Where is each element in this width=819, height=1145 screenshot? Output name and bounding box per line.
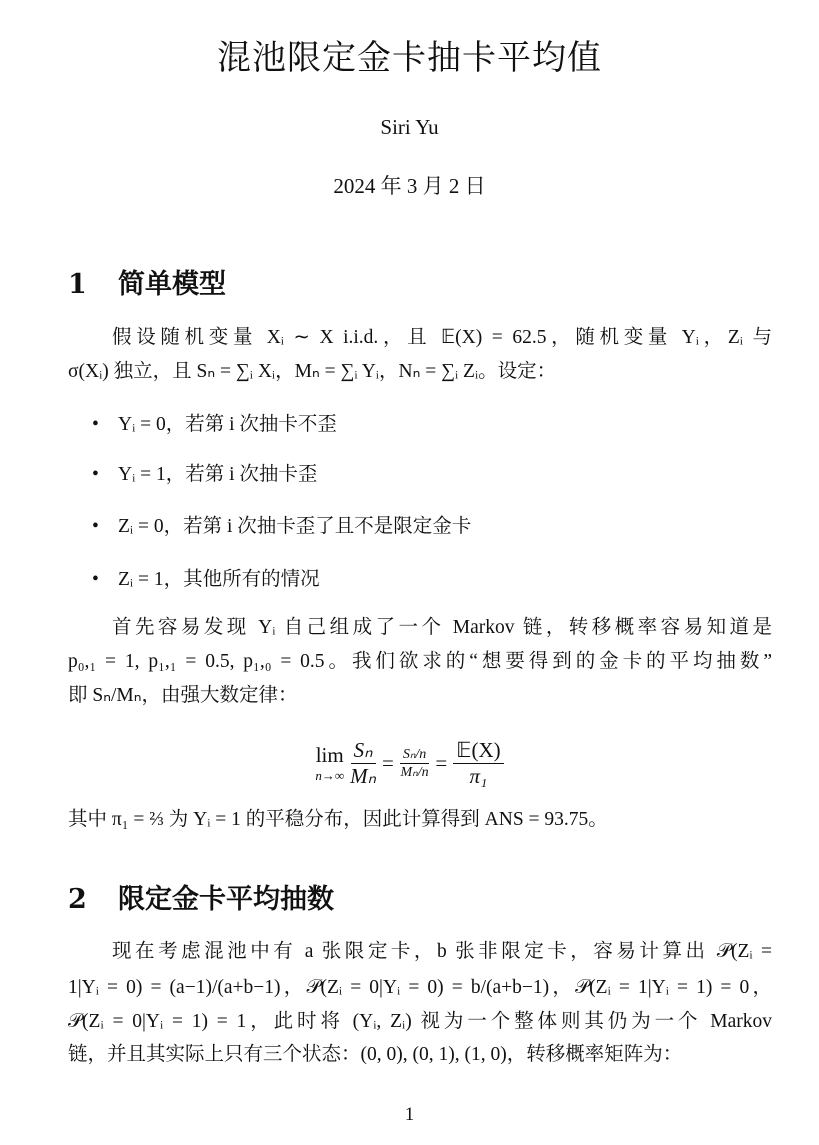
- section-number: 2: [68, 884, 87, 915]
- denominator: Mₙ: [350, 764, 376, 788]
- paragraph-line: p₀,₁ = 1, p₁,₁ = 0.5, p₁,₀ = 0.5。我们欲求的“想要得到的金卡的平均抽数”: [68, 651, 772, 672]
- date: 2024 年 3 月 2 日: [333, 174, 486, 198]
- lim-subscript: n→∞: [315, 768, 345, 783]
- list-item: • Zᵢ = 1，其他所有的情况: [92, 569, 320, 590]
- equals-sign: =: [435, 751, 448, 775]
- display-equation: [0, 738, 819, 789]
- paragraph-line: σ(Xᵢ) 独立，且 Sₙ = ∑ᵢ Xᵢ，Mₙ = ∑ᵢ Yᵢ，Nₙ = ∑ᵢ Zᵢ。设定：: [68, 361, 557, 382]
- author: Siri Yu: [380, 115, 439, 139]
- denominator: π₁: [469, 764, 488, 788]
- section-title: 简单模型: [118, 269, 226, 300]
- list-item-text: Yᵢ = 1，若第 i 次抽卡歪: [118, 464, 318, 485]
- fraction: [350, 738, 376, 789]
- list-item: • Yᵢ = 0，若第 i 次抽卡不歪: [92, 414, 337, 435]
- paragraph-line: 现在考虑混池中有 a 张限定卡，b 张非限定卡，容易计算出 𝒫(Zᵢ =: [112, 941, 772, 962]
- denominator: Mₙ/n: [400, 765, 429, 780]
- lim-text: lim: [315, 743, 344, 767]
- paragraph-line: 其中 π₁ = ⅔ 为 Yᵢ = 1 的平稳分布，因此计算得到 ANS = 93.75。: [68, 809, 608, 830]
- paragraph-line: 1|Yᵢ = 0) = (a−1)/(a+b−1)，𝒫(Zᵢ = 0|Yᵢ = 0) = b/(a+b−1)，𝒫(Zᵢ = 1|Yᵢ = 1) = 0，: [68, 977, 772, 998]
- equals-sign: =: [382, 751, 394, 775]
- numerator: Sₙ: [351, 738, 376, 764]
- list-item-text: Zᵢ = 1，其他所有的情况: [118, 569, 320, 590]
- section-title: 限定金卡平均抽数: [118, 884, 334, 915]
- list-item-text: Yᵢ = 0，若第 i 次抽卡不歪: [118, 414, 337, 435]
- paragraph-line: 假设随机变量 Xᵢ ∼ X i.i.d.，且 𝔼(X) = 62.5，随机变量 Yᵢ，Zᵢ 与: [112, 327, 772, 348]
- fraction: [400, 746, 429, 781]
- paragraph-line: 𝒫(Zᵢ = 0|Yᵢ = 1) = 1，此时将 (Yᵢ, Zᵢ) 视为一个整体则其仍为一个 Markov: [68, 1011, 772, 1032]
- paragraph-line: 首先容易发现 Yᵢ 自己组成了一个 Markov 链，转移概率容易知道是: [112, 617, 772, 638]
- fraction: [453, 738, 503, 789]
- section-heading-2: [68, 877, 334, 916]
- document-title: 混池限定金卡抽卡平均值: [217, 38, 602, 78]
- list-item: • Yᵢ = 1，若第 i 次抽卡歪: [92, 464, 318, 485]
- section-number: 1: [68, 269, 87, 300]
- limit: [315, 743, 344, 784]
- numerator: Sₙ/n: [400, 746, 429, 764]
- section-heading-1: [68, 262, 226, 301]
- paragraph-line: 链，并且其实际上只有三个状态：(0, 0), (0, 1), (1, 0)，转移概率矩阵为：: [68, 1044, 683, 1065]
- list-item-text: Zᵢ = 0，若第 i 次抽卡歪了且不是限定金卡: [118, 516, 472, 537]
- list-item: • Zᵢ = 0，若第 i 次抽卡歪了且不是限定金卡: [92, 516, 472, 537]
- page-number: 1: [404, 1104, 415, 1125]
- paragraph-line: 即 Sₙ/Mₙ，由强大数定律：: [68, 685, 298, 706]
- numerator: 𝔼(X): [453, 738, 503, 764]
